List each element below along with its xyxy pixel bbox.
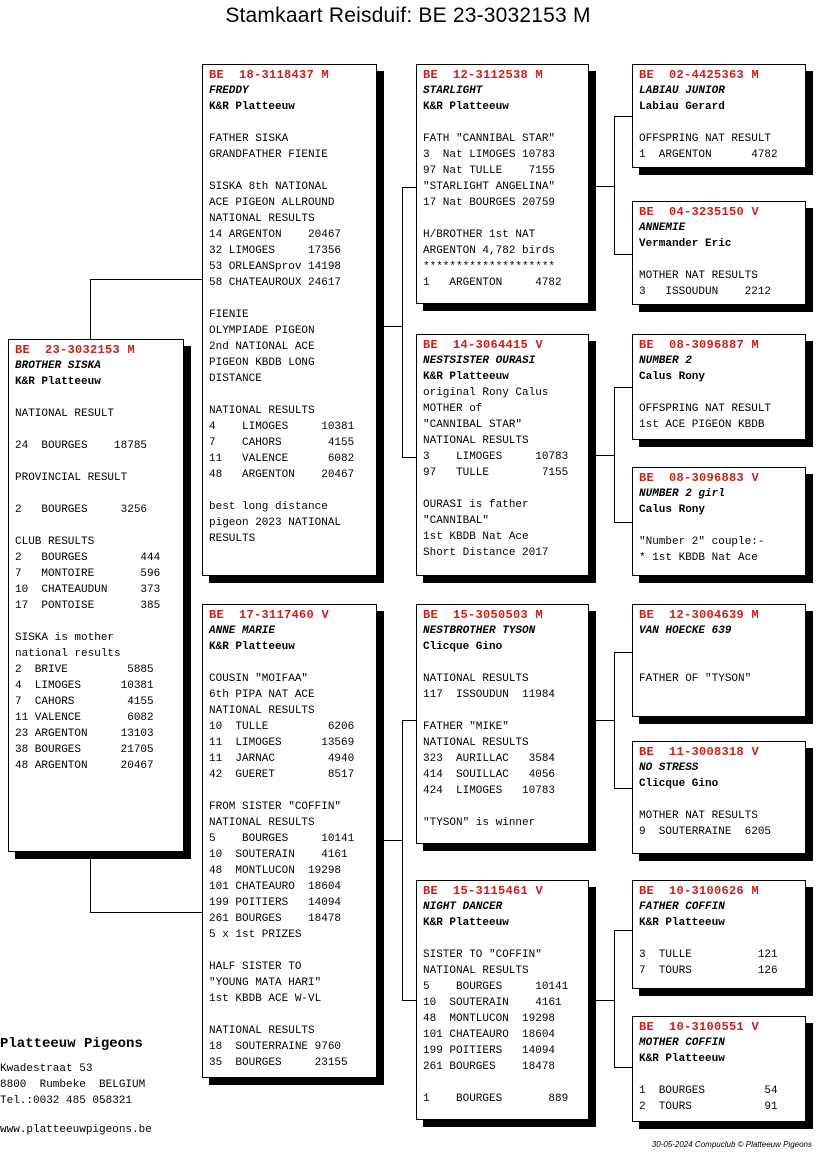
pedigree-text-line: 3 TULLE 121	[639, 949, 778, 961]
pedigree-text-line: 1 ARGENTON 4782	[639, 149, 778, 161]
pedigree-text-line: 17 PONTOISE 385	[15, 600, 161, 612]
connector-line	[402, 720, 403, 1000]
connector-line	[614, 930, 632, 931]
pedigree-text-line: 4 LIMOGES 10381	[15, 680, 154, 692]
pedigree-text-line: national results	[15, 648, 121, 660]
breeder-name: K&R Platteeuw	[423, 917, 509, 929]
pedigree-text-line: 1 BOURGES 54	[639, 1085, 778, 1097]
connector-line	[90, 912, 204, 913]
pedigree-text-line	[639, 252, 801, 268]
ring-number: BE 18-3118437 M	[209, 68, 330, 82]
pedigree-text-line: DISTANCE	[209, 373, 262, 385]
pedigree-text-line: NATIONAL RESULTS	[423, 673, 529, 685]
pedigree-text-line	[209, 943, 372, 959]
pigeon-name: LABIAU JUNIOR	[639, 85, 725, 97]
connector-line	[402, 187, 417, 188]
pedigree-text-line: "CANNIBAL STAR"	[423, 419, 523, 431]
connector-line	[614, 1067, 632, 1068]
pedigree-text-line: 10 SOUTERAIN 4161	[423, 997, 562, 1009]
pedigree-text-line: 7 TOURS 126	[639, 965, 778, 977]
pedigree-text-line: 4 LIMOGES 10381	[209, 421, 355, 433]
pedigree-text-line: OURASI is father	[423, 499, 529, 511]
pedigree-text-line: SISKA 8th NATIONAL	[209, 181, 328, 193]
pedigree-text-line	[15, 454, 179, 470]
breeder-name: Clicque Gino	[423, 641, 503, 653]
pedigree-text-line	[423, 115, 584, 131]
breeder-name: Labiau Gerard	[639, 101, 725, 113]
pedigree-text-line: 10 TULLE 6206	[209, 721, 355, 733]
address-line: 8800 Rumbeke BELGIUM	[0, 1079, 146, 1091]
pedigree-text-line	[209, 163, 372, 179]
loft-name: Platteeuw Pigeons	[0, 1036, 143, 1052]
pedigree-text-line: ARGENTON 4,782 birds	[423, 245, 556, 257]
pedigree-text-line: SISTER TO "COFFIN"	[423, 949, 542, 961]
pedigree-text-line: FROM SISTER "COFFIN"	[209, 801, 342, 813]
pedigree-text-line	[209, 115, 372, 131]
breeder-name: Calus Rony	[639, 371, 706, 383]
pigeon-name: NO STRESS	[639, 762, 699, 774]
breeder-name: K&R Platteeuw	[209, 101, 295, 113]
pedigree-text-line: OFFSPRING NAT RESULT	[639, 403, 772, 415]
breeder-name: K&R Platteeuw	[639, 917, 725, 929]
ring-number: BE 11-3008318 V	[639, 745, 760, 759]
pedigree-text-line	[639, 518, 801, 534]
breeder-name: Calus Rony	[639, 504, 706, 516]
pedigree-text-line: Short Distance 2017	[423, 547, 549, 559]
pedigree-card-dam-dam-dam	[632, 1016, 806, 1122]
ring-number: BE 14-3064415 V	[423, 338, 544, 352]
pedigree-text-line: 261 BOURGES 18478	[423, 1061, 556, 1073]
breeder-name: Clicque Gino	[639, 778, 719, 790]
pedigree-card-dam-dam	[416, 880, 589, 1120]
pigeon-name: NESTBROTHER TYSON	[423, 625, 536, 637]
pedigree-text-line: 323 AURILLAC 3584	[423, 753, 556, 765]
pedigree-text-line: 58 CHATEAUROUX 24617	[209, 277, 342, 289]
pedigree-text-line: 11 LIMOGES 13569	[209, 737, 355, 749]
pedigree-card-sire-dam-dam	[632, 467, 806, 576]
pedigree-text-line: PROVINCIAL RESULT	[15, 472, 128, 484]
pedigree-text-line: 3 Nat LIMOGES 10783	[423, 149, 556, 161]
connector-line	[596, 720, 614, 721]
pedigree-text-line	[639, 115, 801, 131]
pigeon-name: NUMBER 2 girl	[639, 488, 725, 500]
pedigree-text-line: original Rony Calus	[423, 387, 549, 399]
phone-line: Tel.:0032 485 058321	[0, 1095, 133, 1107]
pedigree-text-line	[423, 799, 584, 815]
pigeon-name: FREDDY	[209, 85, 249, 97]
pedigree-text-line: 5 BOURGES 10141	[209, 833, 355, 845]
pedigree-text-line: 7 MONTOIRE 596	[15, 568, 161, 580]
pedigree-text-line: 11 VALENCE 6082	[15, 712, 154, 724]
pedigree-text-line: best long distance	[209, 501, 328, 513]
pedigree-text-line	[15, 486, 179, 502]
breeder-name	[639, 639, 801, 655]
pedigree-text-line: 10 CHATEAUDUN 373	[15, 584, 161, 596]
pedigree-text-line	[15, 422, 179, 438]
breeder-name: K&R Platteeuw	[423, 371, 509, 383]
ring-number: BE 17-3117460 V	[209, 608, 330, 622]
pedigree-text-line: 48 MONTLUCON 19298	[209, 865, 342, 877]
ring-number: BE 12-3112538 M	[423, 68, 544, 82]
website-link[interactable]: www.platteeuwpigeons.be	[0, 1124, 152, 1136]
pedigree-text-line: "Number 2" couple:-	[639, 536, 765, 548]
pedigree-text-line	[639, 1067, 801, 1083]
pedigree-text-line: 35 BOURGES 23155	[209, 1057, 348, 1069]
breeder-name: K&R Platteeuw	[423, 101, 509, 113]
pedigree-card-subject	[8, 339, 184, 852]
pedigree-text-line: 11 JARNAC 4940	[209, 753, 355, 765]
connector-line	[402, 457, 417, 458]
pedigree-text-line	[423, 1075, 584, 1091]
pedigree-card-dam-sire-dam	[632, 741, 806, 854]
pedigree-text-line: 23 ARGENTON 13103	[15, 728, 154, 740]
pedigree-card-sire-dam	[416, 334, 589, 576]
pedigree-text-line	[639, 385, 801, 401]
pedigree-text-line: 9 SOUTERRAINE 6205	[639, 826, 772, 838]
pigeon-name: NESTSISTER OURASI	[423, 355, 536, 367]
pigeon-name: MOTHER COFFIN	[639, 1037, 725, 1049]
pedigree-text-line: 10 SOUTERAIN 4161	[209, 849, 348, 861]
pedigree-text-line: pigeon 2023 NATIONAL	[209, 517, 342, 529]
pedigree-text-line: 3 ISSOUDUN 2212	[639, 286, 772, 298]
pedigree-text-line: H/BROTHER 1st NAT	[423, 229, 536, 241]
pedigree-text-line	[15, 518, 179, 534]
breeder-name: K&R Platteeuw	[15, 376, 101, 388]
pedigree-text-line: 424 LIMOGES 10783	[423, 785, 556, 797]
pedigree-text-line	[209, 483, 372, 499]
pedigree-card-mother	[202, 604, 377, 1078]
connector-line	[596, 186, 614, 187]
pedigree-text-line: 3 LIMOGES 10783	[423, 451, 569, 463]
pedigree-text-line: MOTHER of	[423, 403, 483, 415]
connector-line	[614, 387, 632, 388]
pedigree-text-line	[639, 655, 801, 671]
pigeon-name: NIGHT DANCER	[423, 901, 503, 913]
pedigree-text-line: 48 ARGENTON 20467	[209, 469, 355, 481]
pedigree-text-line: NATIONAL RESULT	[15, 408, 115, 420]
pedigree-text-line: ACE PIGEON ALLROUND	[209, 197, 335, 209]
pedigree-text-line: 97 TULLE 7155	[423, 467, 569, 479]
pedigree-text-line: 17 Nat BOURGES 20759	[423, 197, 556, 209]
pedigree-text-line: GRANDFATHER FIENIE	[209, 149, 328, 161]
pedigree-text-line: 42 GUERET 8517	[209, 769, 355, 781]
pedigree-text-line: FATHER "MIKE"	[423, 721, 509, 733]
pedigree-text-line: 117 ISSOUDUN 11984	[423, 689, 556, 701]
pigeon-name: VAN HOECKE 639	[639, 625, 732, 637]
ring-number: BE 15-3115461 V	[423, 884, 544, 898]
connector-line	[90, 852, 91, 912]
connector-line	[614, 652, 632, 653]
pedigree-text-line: NATIONAL RESULTS	[209, 1025, 315, 1037]
pedigree-text-line	[15, 614, 179, 630]
print-credits: 30-05-2024 Compuclub © Platteeuw Pigeons	[651, 1140, 812, 1149]
connector-line	[90, 279, 91, 340]
ring-number: BE 10-3100551 V	[639, 1020, 760, 1034]
pedigree-text-line	[639, 931, 801, 947]
connector-line	[402, 187, 403, 457]
pedigree-text-line: 7 CAHORS 4155	[209, 437, 355, 449]
pedigree-text-line	[423, 481, 584, 497]
pedigree-text-line: "TYSON" is winner	[423, 817, 536, 829]
pedigree-text-line	[209, 783, 372, 799]
pedigree-text-line	[423, 211, 584, 227]
pedigree-text-line: 48 ARGENTON 20467	[15, 760, 154, 772]
pedigree-text-line: 2 BOURGES 444	[15, 552, 161, 564]
pedigree-text-line: 6th PIPA NAT ACE	[209, 689, 315, 701]
pedigree-text-line: FATHER OF "TYSON"	[639, 673, 752, 685]
pedigree-text-line: 18 SOUTERRAINE 9760	[209, 1041, 342, 1053]
pigeon-name: FATHER COFFIN	[639, 901, 725, 913]
pedigree-text-line: 2 BOURGES 3256	[15, 504, 148, 516]
connector-line	[614, 116, 615, 254]
pedigree-text-line: NATIONAL RESULTS	[209, 705, 315, 717]
pedigree-text-line	[423, 703, 584, 719]
pedigree-text-line: 48 MONTLUCON 19298	[423, 1013, 556, 1025]
pigeon-name: ANNE MARIE	[209, 625, 276, 637]
pedigree-text-line: CLUB RESULTS	[15, 536, 95, 548]
pedigree-text-line	[423, 655, 584, 671]
pedigree-text-line: OLYMPIADE PIGEON	[209, 325, 315, 337]
ring-number: BE 12-3004639 M	[639, 608, 760, 622]
pedigree-text-line: OFFSPRING NAT RESULT	[639, 133, 772, 145]
pedigree-card-father	[202, 64, 377, 576]
address-line: Kwadestraat 53	[0, 1063, 93, 1075]
pedigree-text-line	[209, 387, 372, 403]
pedigree-text-line: 5 x 1st PRIZES	[209, 929, 302, 941]
pedigree-text-line: 7 CAHORS 4155	[15, 696, 154, 708]
pedigree-text-line: 1st ACE PIGEON KBDB	[639, 419, 765, 431]
pedigree-card-sire-sire-sire	[632, 64, 806, 168]
connector-line	[614, 788, 632, 789]
connector-line	[596, 455, 614, 456]
ring-number: BE 10-3100626 M	[639, 884, 760, 898]
connector-line	[384, 840, 402, 841]
pedigree-text-line: MOTHER NAT RESULTS	[639, 810, 758, 822]
pedigree-text-line	[15, 390, 179, 406]
pedigree-text-line: 53 ORLEANSprov 14198	[209, 261, 342, 273]
pedigree-text-line: "YOUNG MATA HARI"	[209, 977, 322, 989]
pedigree-text-line: PIGEON KBDB LONG	[209, 357, 315, 369]
pigeon-name: ANNEMIE	[639, 222, 686, 234]
pedigree-text-line: 1st KBDB ACE W-VL	[209, 993, 322, 1005]
connector-line	[90, 279, 204, 280]
pedigree-text-line: 1 BOURGES 889	[423, 1093, 569, 1105]
pedigree-text-line: NATIONAL RESULTS	[423, 965, 529, 977]
pedigree-text-line: 5 BOURGES 10141	[423, 981, 569, 993]
pedigree-text-line: FATHER SISKA	[209, 133, 289, 145]
pedigree-text-line: RESULTS	[209, 533, 256, 545]
pedigree-text-line: 2 TOURS 91	[639, 1101, 778, 1113]
pedigree-text-line: MOTHER NAT RESULTS	[639, 270, 758, 282]
ring-number: BE 02-4425363 M	[639, 68, 760, 82]
pedigree-text-line: 101 CHATEAURO 18604	[423, 1029, 556, 1041]
pedigree-text-line: HALF SISTER TO	[209, 961, 302, 973]
pedigree-text-line	[209, 291, 372, 307]
connector-line	[614, 254, 632, 255]
pedigree-text-line: "CANNIBAL"	[423, 515, 490, 527]
connector-line	[614, 930, 615, 1067]
pedigree-text-line: NATIONAL RESULTS	[209, 405, 315, 417]
connector-line	[614, 652, 615, 788]
pedigree-text-line: NATIONAL RESULTS	[209, 817, 315, 829]
pedigree-text-line: COUSIN "MOIFAA"	[209, 673, 309, 685]
pedigree-text-line: SISKA is mother	[15, 632, 115, 644]
pedigree-text-line: 32 LIMOGES 17356	[209, 245, 342, 257]
pedigree-card-sire-dam-sire	[632, 334, 806, 440]
pigeon-name: STARLIGHT	[423, 85, 483, 97]
connector-line	[402, 1000, 417, 1001]
pedigree-text-line: 261 BOURGES 18478	[209, 913, 342, 925]
ring-number: BE 08-3096883 V	[639, 471, 760, 485]
connector-line	[614, 522, 632, 523]
pedigree-text-line: 11 VALENCE 6082	[209, 453, 355, 465]
pedigree-text-line: 14 ARGENTON 20467	[209, 229, 342, 241]
breeder-name: K&R Platteeuw	[209, 641, 295, 653]
pedigree-card-sire-sire	[416, 64, 589, 304]
pedigree-text-line: NATIONAL RESULTS	[423, 435, 529, 447]
pedigree-card-dam-sire	[416, 604, 589, 844]
ring-number: BE 04-3235150 V	[639, 205, 760, 219]
pedigree-text-line: FATH "CANNIBAL STAR"	[423, 133, 556, 145]
pedigree-text-line: NATIONAL RESULTS	[209, 213, 315, 225]
pedigree-text-line: * 1st KBDB Nat Ace	[639, 552, 758, 564]
ring-number: BE 08-3096887 M	[639, 338, 760, 352]
pedigree-text-line: 2nd NATIONAL ACE	[209, 341, 315, 353]
pedigree-text-line: 199 POITIERS 14094	[209, 897, 342, 909]
pedigree-text-line: 2 BRIVE 5885	[15, 664, 154, 676]
connector-line	[384, 326, 402, 327]
pedigree-text-line: ********************	[423, 261, 556, 273]
page-title: Stamkaart Reisduif: BE 23-3032153 M	[225, 4, 591, 27]
pedigree-text-line: 1 ARGENTON 4782	[423, 277, 562, 289]
ring-number: BE 23-3032153 M	[15, 343, 136, 357]
breeder-name: K&R Platteeuw	[639, 1053, 725, 1065]
breeder-name: Vermander Eric	[639, 238, 732, 250]
pedigree-text-line: 97 Nat TULLE 7155	[423, 165, 556, 177]
connector-line	[614, 387, 615, 522]
pedigree-text-line: NATIONAL RESULTS	[423, 737, 529, 749]
pigeon-name: NUMBER 2	[639, 355, 692, 367]
pedigree-text-line: 1st KBDB Nat Ace	[423, 531, 529, 543]
pedigree-text-line: 38 BOURGES 21705	[15, 744, 154, 756]
pedigree-text-line	[209, 1007, 372, 1023]
connector-line	[614, 116, 632, 117]
pedigree-text-line: 101 CHATEAURO 18604	[209, 881, 342, 893]
pedigree-text-line: FIENIE	[209, 309, 249, 321]
loft-contact-block	[0, 1035, 145, 1109]
pedigree-card-dam-sire-sire	[632, 604, 806, 717]
ring-number: BE 15-3050503 M	[423, 608, 544, 622]
pedigree-text-line	[639, 792, 801, 808]
pedigree-text-line	[423, 931, 584, 947]
pedigree-text-line: 24 BOURGES 18785	[15, 440, 148, 452]
pedigree-text-line: "STARLIGHT ANGELINA"	[423, 181, 556, 193]
pedigree-text-line	[209, 655, 372, 671]
pedigree-card-dam-dam-sire	[632, 880, 806, 989]
pedigree-card-sire-sire-dam	[632, 201, 806, 305]
connector-line	[402, 720, 417, 721]
connector-line	[596, 1000, 614, 1001]
pigeon-name: BROTHER SISKA	[15, 360, 101, 372]
pedigree-text-line: 414 SOUILLAC 4056	[423, 769, 556, 781]
pedigree-text-line: 199 POITIERS 14094	[423, 1045, 556, 1057]
